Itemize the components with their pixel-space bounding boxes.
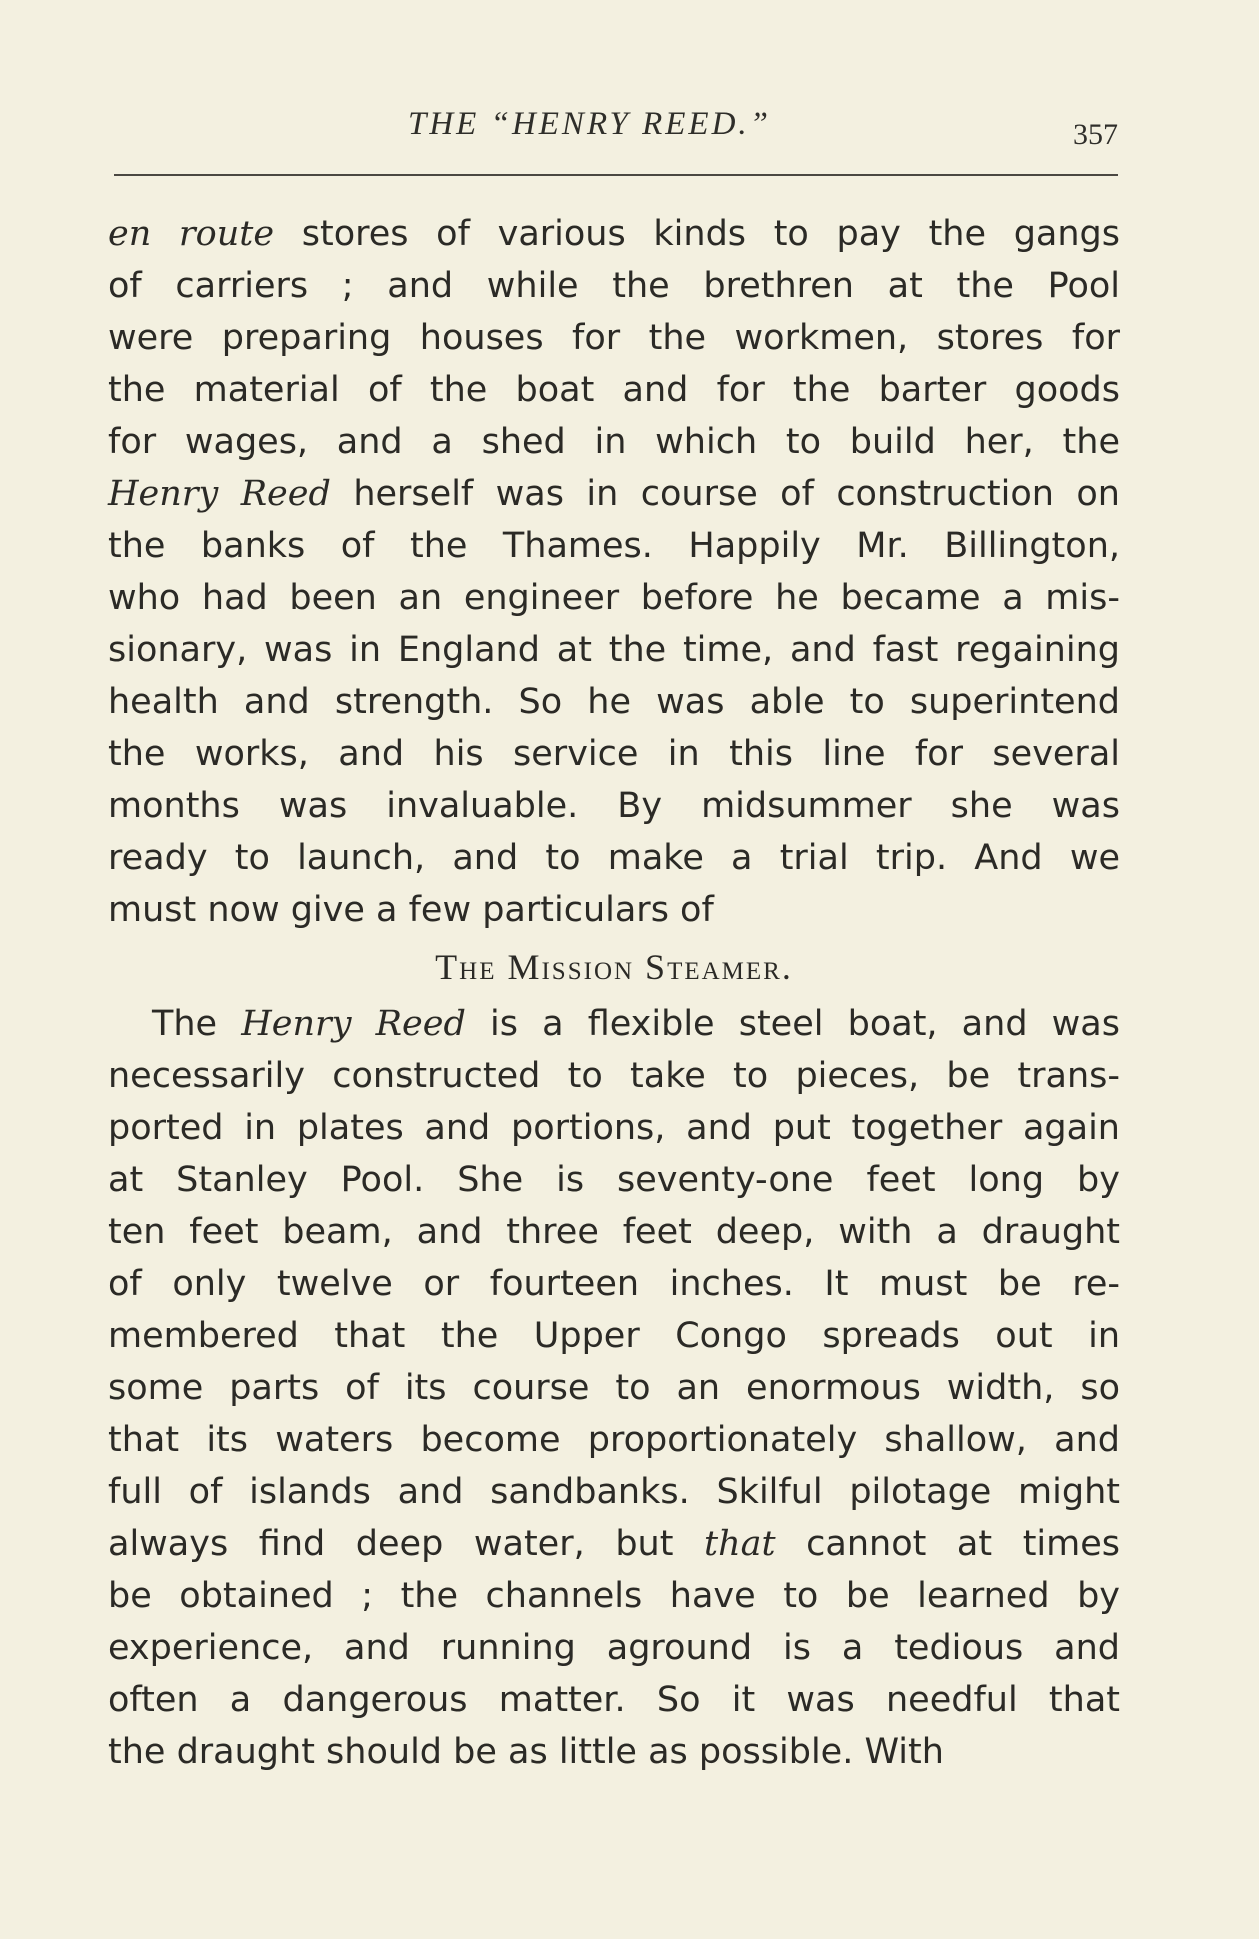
text-run: stores of various kinds to pay the gangs bbox=[274, 214, 1120, 254]
text-run: some parts of its course to an enormous width, so bbox=[108, 1368, 1120, 1408]
running-head bbox=[110, 106, 1118, 166]
text-line bbox=[108, 998, 1120, 1050]
text-line bbox=[108, 832, 1120, 884]
text-line bbox=[108, 1726, 1120, 1778]
text-line bbox=[108, 1570, 1120, 1622]
text-line bbox=[108, 780, 1120, 832]
text-line bbox=[108, 312, 1120, 364]
text-line bbox=[108, 1102, 1120, 1154]
text-run: must now give a few particulars of bbox=[108, 890, 714, 930]
text-run: that its waters become proportionately shallow, and bbox=[108, 1420, 1120, 1460]
text-run: herself was in course of construction on bbox=[330, 474, 1120, 514]
text-run: months was invaluable. By midsummer she was bbox=[108, 786, 1120, 826]
text-line bbox=[108, 1674, 1120, 1726]
text-run: the works, and his service in this line for several bbox=[108, 734, 1120, 774]
text-line bbox=[108, 468, 1120, 520]
text-run: at Stanley Pool. She is seventy-one feet long by bbox=[108, 1160, 1120, 1200]
text-run: of carriers ; and while the brethren at the Pool bbox=[108, 266, 1120, 306]
text-line bbox=[108, 884, 1120, 936]
text-line bbox=[108, 1622, 1120, 1674]
text-run: cannot at times bbox=[775, 1524, 1120, 1564]
text-line bbox=[108, 728, 1120, 780]
text-run: be obtained ; the channels have to be learned by bbox=[108, 1576, 1120, 1616]
text-run: health and strength. So he was able to superintend bbox=[108, 682, 1120, 722]
text-line bbox=[108, 1414, 1120, 1466]
body-text bbox=[108, 208, 1120, 1778]
text-line bbox=[108, 364, 1120, 416]
italic-text: Henry Reed bbox=[241, 1004, 466, 1044]
text-line bbox=[108, 1206, 1120, 1258]
text-line bbox=[108, 1050, 1120, 1102]
text-line bbox=[108, 1518, 1120, 1570]
text-line bbox=[108, 1466, 1120, 1518]
text-run: for wages, and a shed in which to build her, the bbox=[108, 422, 1120, 462]
text-run: of only twelve or fourteen inches. It must be re- bbox=[108, 1264, 1120, 1304]
text-run: The bbox=[152, 1004, 242, 1044]
text-line bbox=[108, 572, 1120, 624]
paragraph-1 bbox=[108, 208, 1120, 936]
text-line bbox=[108, 260, 1120, 312]
text-line bbox=[108, 1258, 1120, 1310]
header-rule bbox=[114, 174, 1118, 176]
text-run: membered that the Upper Congo spreads out in bbox=[108, 1316, 1120, 1356]
text-run: always find deep water, but bbox=[108, 1524, 705, 1564]
text-run: ten feet beam, and three feet deep, with a draught bbox=[108, 1212, 1120, 1252]
text-line bbox=[108, 624, 1120, 676]
text-line bbox=[108, 1362, 1120, 1414]
text-line bbox=[108, 676, 1120, 728]
text-run: the draught should be as little as possible. With bbox=[108, 1732, 944, 1772]
text-run: necessarily constructed to take to pieces, be trans- bbox=[108, 1056, 1120, 1096]
paragraph-2 bbox=[108, 998, 1120, 1778]
text-line bbox=[108, 416, 1120, 468]
page-number: 357 bbox=[1073, 118, 1118, 151]
text-line bbox=[108, 1310, 1120, 1362]
text-run: the material of the boat and for the barter goods bbox=[108, 370, 1120, 410]
text-run: ready to launch, and to make a trial trip. And we bbox=[108, 838, 1120, 878]
text-run: experience, and running aground is a tedious and bbox=[108, 1628, 1120, 1668]
section-heading: The Mission Steamer. bbox=[435, 947, 793, 987]
text-run: were preparing houses for the workmen, stores for bbox=[108, 318, 1120, 358]
italic-text: that bbox=[704, 1524, 776, 1564]
italic-text: en route bbox=[108, 214, 275, 254]
text-run: ported in plates and portions, and put together again bbox=[108, 1108, 1120, 1148]
running-title: THE “HENRY REED.” bbox=[408, 106, 772, 142]
text-run: sionary, was in England at the time, and fast regaining bbox=[108, 630, 1120, 670]
text-run: full of islands and sandbanks. Skilful pilotage might bbox=[108, 1472, 1120, 1512]
text-run: the banks of the Thames. Happily Mr. Billington, bbox=[108, 526, 1120, 566]
text-line bbox=[108, 1154, 1120, 1206]
italic-text: Henry Reed bbox=[108, 474, 331, 514]
text-run: who had been an engineer before he became a mis- bbox=[108, 578, 1120, 618]
text-line bbox=[108, 520, 1120, 572]
text-line bbox=[108, 208, 1120, 260]
text-run: is a flexible steel boat, and was bbox=[465, 1004, 1120, 1044]
text-run: often a dangerous matter. So it was needful that bbox=[108, 1680, 1120, 1720]
